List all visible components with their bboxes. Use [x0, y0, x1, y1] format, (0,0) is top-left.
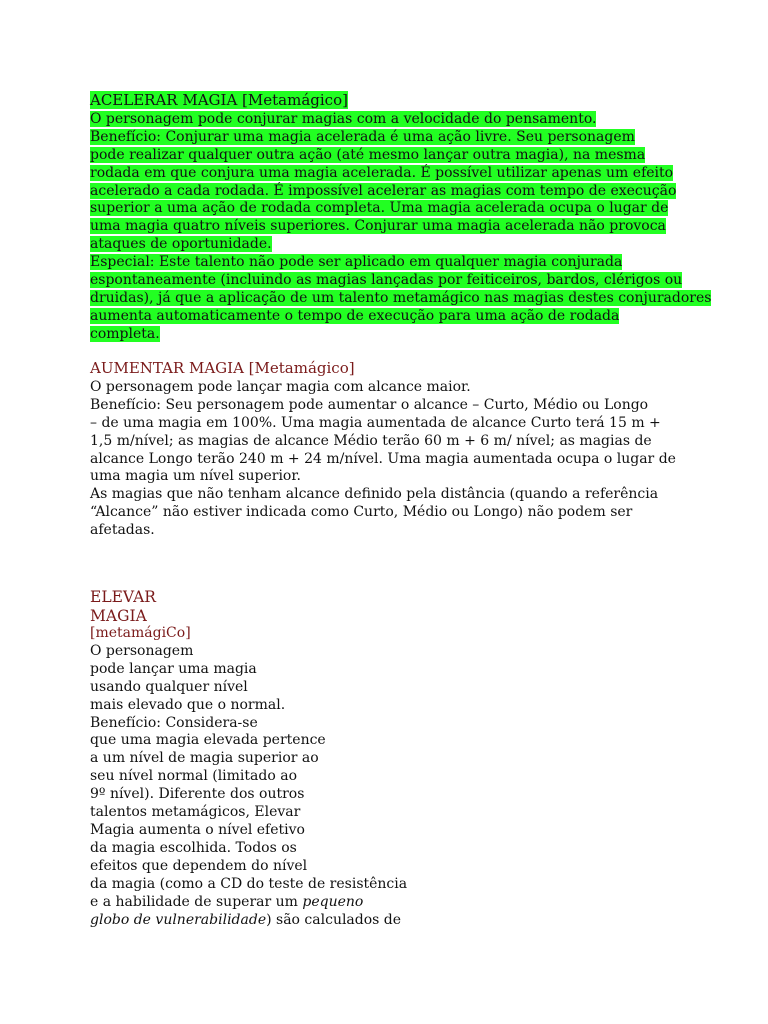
text-line: afetadas. [90, 522, 155, 539]
text-line: usando qualquer nível [90, 678, 248, 695]
italic-fragment: globo de vulnerabilidade [90, 911, 267, 928]
text-line: O personagem [90, 642, 194, 659]
section-title: AUMENTAR MAGIA [Metamágico] [90, 359, 355, 377]
text-line: acelerado a cada rodada. É impossível acelerar as magias com tempo de execução [90, 182, 677, 199]
text-line: efeitos que dependem do nível [90, 857, 308, 874]
section-acelerar-magia [90, 92, 711, 344]
text-line: espontaneamente (incluindo as magias lançadas por feiticeiros, bardos, clérigos ou [90, 272, 683, 289]
section-subtitle: [metamágiCo] [90, 625, 191, 641]
text-line: da magia (como a CD do teste de resistência [90, 875, 408, 892]
text-line: seu nível normal (limitado ao [90, 768, 297, 785]
section-title-line-1: ELEVAR [90, 588, 156, 606]
text-line: “Alcance” não estiver indicada como Curto, Médio ou Longo) não podem ser [90, 504, 633, 521]
text-line: uma magia um nível superior. [90, 468, 301, 485]
italic-fragment: pequeno [302, 893, 364, 910]
text-line: ataques de oportunidade. [90, 236, 272, 253]
text-fragment: e a habilidade de superar um [90, 893, 303, 910]
text-line: O personagem pode lançar magia com alcance maior. [90, 378, 471, 395]
text-line: rodada em que conjura uma magia acelerada. É possível utilizar apenas um efeito [90, 164, 674, 181]
section-title-line-2: MAGIA [90, 606, 147, 625]
text-line [90, 912, 407, 930]
text-line: – de uma magia em 100%. Uma magia aumentada de alcance Curto terá 15 m + [90, 414, 661, 431]
text-line: O personagem pode conjurar magias com a velocidade do pensamento. [90, 110, 597, 127]
text-line: 9º nível). Diferente dos outros [90, 786, 305, 803]
text-line: que uma magia elevada pertence [90, 732, 326, 749]
text-line: Benefício: Seu personagem pode aumentar o alcance – Curto, Médio ou Longo [90, 396, 649, 413]
text-line: As magias que não tenham alcance definido pela distância (quando a referência [90, 486, 659, 503]
text-line: completa. [90, 325, 160, 342]
text-line [90, 894, 407, 912]
text-line: alcance Longo terão 240 m + 24 m/nível. Uma magia aumentada ocupa o lugar de [90, 450, 676, 467]
text-line: superior a uma ação de rodada completa. Uma magia acelerada ocupa o lugar de [90, 200, 669, 217]
text-line: aumenta automaticamente o tempo de execução para uma ação de rodada [90, 307, 620, 324]
text-line: a um nível de magia superior ao [90, 750, 319, 767]
text-line: da magia escolhida. Todos os [90, 839, 297, 856]
text-fragment: ) são calculados de [266, 911, 402, 928]
text-line: talentos metamágicos, Elevar [90, 804, 301, 821]
section-title: ACELERAR MAGIA [Metamágico] [90, 91, 348, 109]
text-line: Especial: Este talento não pode ser aplicado em qualquer magia conjurada [90, 254, 623, 271]
text-line: druidas), já que a aplicação de um talento metamágico nas magias destes conjuradores [90, 289, 712, 306]
text-line: pode lançar uma magia [90, 660, 257, 677]
text-line: Magia aumenta o nível efetivo [90, 821, 305, 838]
text-line: uma magia quatro níveis superiores. Conjurar uma magia acelerada não provoca [90, 218, 666, 235]
text-line: 1,5 m/nível; as magias de alcance Médio terão 60 m + 6 m/ nível; as magias de [90, 432, 652, 449]
text-line: pode realizar qualquer outra ação (até mesmo lançar outra magia), na mesma [90, 146, 646, 163]
text-line: Benefício: Conjurar uma magia acelerada é uma ação livre. Seu personagem [90, 128, 635, 145]
text-line: Benefício: Considera-se [90, 714, 258, 731]
section-aumentar-magia [90, 360, 676, 540]
section-elevar-magia [90, 588, 407, 929]
text-line: mais elevado que o normal. [90, 696, 286, 713]
